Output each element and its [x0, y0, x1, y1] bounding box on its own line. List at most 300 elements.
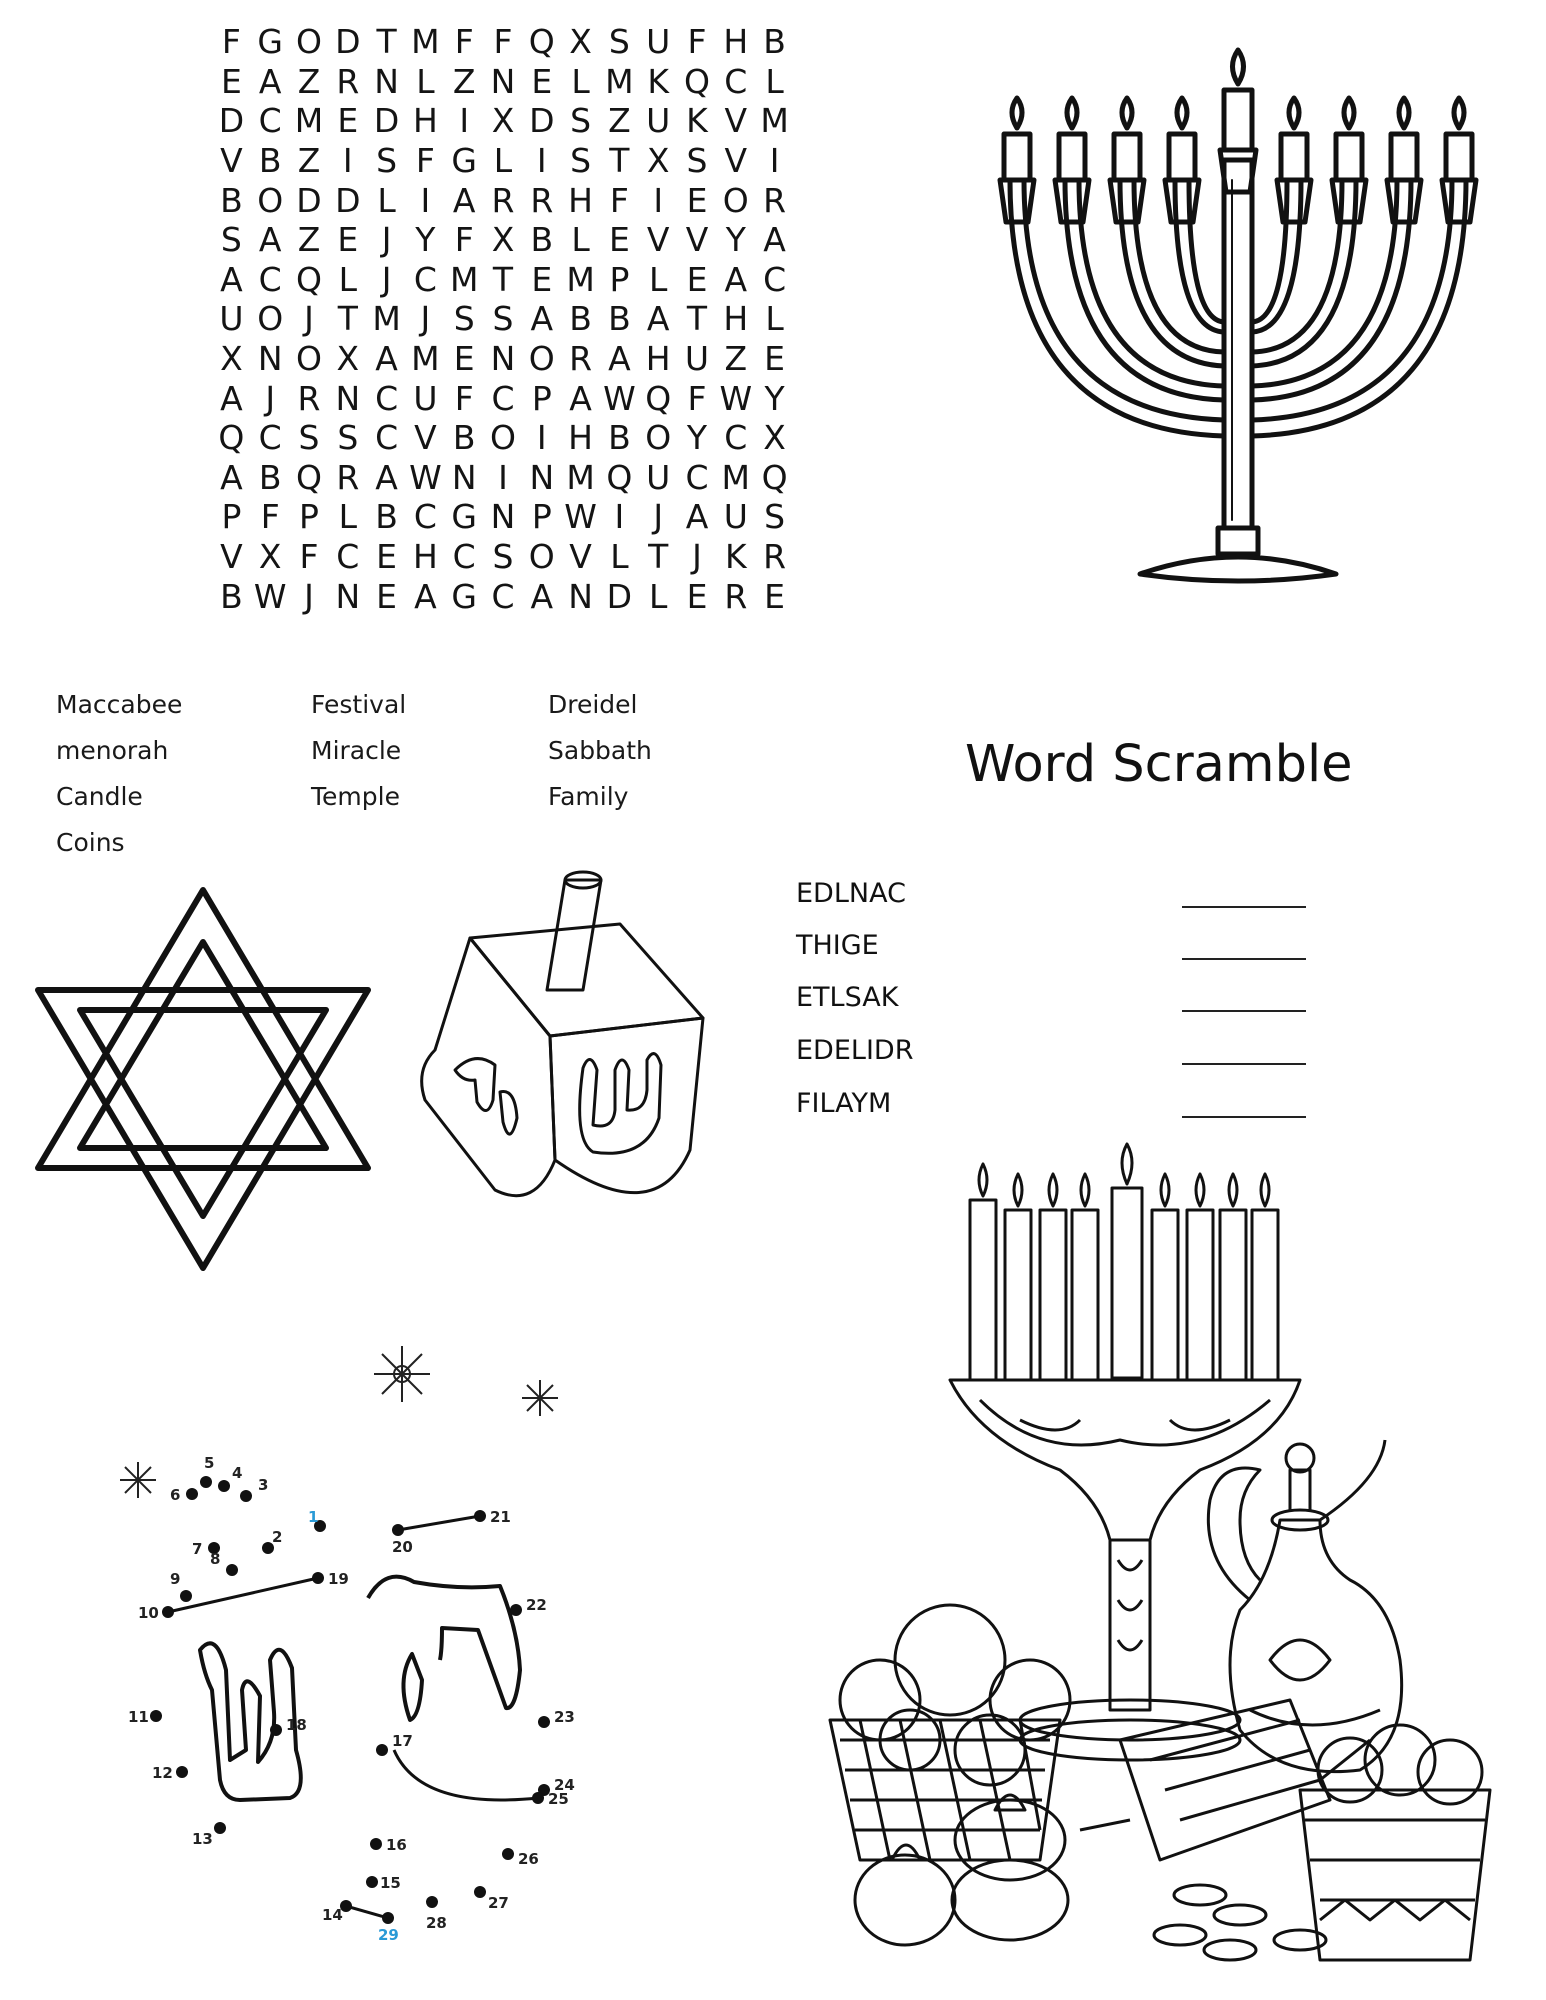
dot-point[interactable] — [474, 1510, 486, 1522]
scramble-word: THIGE — [796, 930, 879, 961]
grid-letter[interactable]: R — [336, 457, 360, 497]
dot-label: 1 — [308, 1508, 319, 1526]
grid-letter[interactable]: E — [453, 339, 475, 379]
grid-letter[interactable]: E — [220, 61, 242, 101]
grid-letter[interactable]: I — [498, 457, 508, 497]
grid-letter[interactable]: N — [529, 457, 555, 497]
grid-letter[interactable]: E — [686, 576, 708, 616]
dot-point[interactable] — [240, 1490, 252, 1502]
grid-letter[interactable]: L — [377, 180, 396, 220]
dot-point[interactable] — [218, 1480, 230, 1492]
grid-letter[interactable]: Z — [724, 339, 748, 379]
grid-letter[interactable]: F — [454, 378, 474, 418]
grid-letter[interactable]: Z — [608, 101, 631, 141]
grid-letter[interactable]: U — [646, 101, 671, 141]
dot-label: 16 — [386, 1836, 407, 1854]
grid-letter[interactable]: P — [531, 497, 552, 537]
grid-letter[interactable]: I — [769, 141, 780, 181]
grid-letter[interactable]: V — [646, 220, 670, 260]
dot-point[interactable] — [180, 1590, 192, 1602]
grid-letter[interactable]: N — [490, 61, 516, 101]
word-list-item: Miracle — [311, 736, 402, 765]
scramble-word: EDLNAC — [796, 878, 906, 909]
answer-line — [1182, 1116, 1306, 1118]
grid-letter[interactable]: N — [490, 339, 516, 379]
grid-letter[interactable]: M — [566, 457, 595, 497]
grid-letter[interactable]: X — [220, 339, 243, 379]
grid-letter[interactable]: K — [647, 61, 670, 101]
grid-letter[interactable]: J — [692, 537, 702, 577]
grid-letter[interactable]: R — [763, 180, 787, 220]
grid-letter[interactable]: C — [336, 537, 360, 577]
grid-letter[interactable]: H — [412, 101, 438, 141]
grid-letter[interactable]: V — [724, 101, 748, 141]
grid-letter[interactable]: E — [764, 576, 786, 616]
menorah-icon — [980, 40, 1500, 600]
grid-letter[interactable]: C — [763, 259, 787, 299]
grid-letter[interactable]: D — [606, 576, 633, 616]
grid-letter[interactable]: V — [220, 537, 243, 577]
dot-point[interactable] — [510, 1604, 522, 1616]
grid-letter[interactable]: P — [609, 259, 630, 299]
grid-letter[interactable]: W — [409, 457, 442, 497]
scramble-word: EDELIDR — [796, 1035, 914, 1066]
dot-point[interactable] — [162, 1606, 174, 1618]
dot-point[interactable] — [382, 1912, 394, 1924]
grid-letter[interactable]: C — [724, 418, 748, 458]
grid-letter[interactable]: E — [531, 61, 553, 101]
grid-letter[interactable]: A — [530, 576, 554, 616]
scramble-word: ETLSAK — [796, 982, 899, 1013]
grid-letter[interactable]: R — [569, 339, 593, 379]
grid-letter[interactable]: G — [451, 497, 477, 537]
grid-letter[interactable]: X — [569, 22, 592, 62]
grid-letter[interactable]: B — [220, 180, 243, 220]
word-list-item: Festival — [311, 690, 407, 719]
dot-label: 26 — [518, 1850, 539, 1868]
word-list-item: Temple — [311, 782, 400, 811]
grid-letter[interactable]: C — [685, 457, 709, 497]
dot-point[interactable] — [312, 1572, 324, 1584]
grid-letter[interactable]: W — [253, 576, 287, 616]
grid-letter[interactable]: L — [338, 259, 357, 299]
grid-letter[interactable]: A — [258, 61, 282, 101]
grid-letter[interactable]: M — [372, 299, 401, 339]
grid-letter[interactable]: Y — [725, 220, 746, 260]
grid-letter[interactable]: N — [335, 378, 361, 418]
grid-letter[interactable]: B — [569, 299, 592, 339]
grid-letter[interactable]: A — [530, 299, 554, 339]
dot-point[interactable] — [538, 1716, 550, 1728]
scramble-row — [796, 982, 1316, 1022]
grid-letter[interactable]: J — [420, 299, 431, 339]
grid-letter[interactable]: W — [719, 378, 753, 418]
answer-line — [1182, 1010, 1306, 1012]
grid-letter[interactable]: U — [646, 457, 671, 497]
grid-letter[interactable]: J — [265, 378, 276, 418]
grid-letter[interactable]: L — [571, 220, 590, 260]
grid-letter[interactable]: E — [376, 537, 398, 577]
grid-letter[interactable]: A — [220, 259, 243, 299]
grid-letter[interactable]: X — [336, 339, 360, 379]
grid-letter[interactable]: Z — [297, 141, 321, 181]
grid-letter[interactable]: O — [257, 180, 284, 220]
scramble-row — [796, 1088, 1316, 1128]
grid-letter[interactable]: B — [530, 220, 554, 260]
dot-label: 29 — [378, 1926, 399, 1944]
dreidel-icon — [415, 860, 715, 1240]
grid-letter[interactable]: C — [491, 378, 515, 418]
grid-letter[interactable]: M — [760, 101, 789, 141]
grid-letter[interactable]: A — [763, 220, 786, 260]
grid-letter[interactable]: S — [298, 418, 320, 458]
grid-letter[interactable]: T — [376, 22, 397, 62]
grid-letter[interactable]: I — [536, 141, 547, 181]
grid-letter[interactable]: V — [724, 141, 748, 181]
word-list-item: Dreidel — [548, 690, 638, 719]
grid-letter[interactable]: D — [335, 180, 361, 220]
grid-letter[interactable]: T — [648, 537, 669, 577]
grid-letter[interactable]: E — [337, 101, 359, 141]
word-list-item: Coins — [56, 828, 125, 857]
grid-letter[interactable]: Y — [415, 220, 436, 260]
grid-letter[interactable]: M — [411, 339, 440, 379]
grid-letter[interactable]: Z — [452, 61, 476, 101]
dot-point[interactable] — [176, 1766, 188, 1778]
grid-letter[interactable]: I — [536, 418, 547, 458]
snowflake-icon — [522, 1380, 558, 1416]
grid-letter[interactable]: L — [416, 61, 435, 101]
menorah-still-life-icon — [800, 1140, 1500, 1980]
grid-letter[interactable]: L — [765, 61, 784, 101]
grid-letter[interactable]: E — [531, 259, 553, 299]
grid-letter[interactable]: Q — [645, 378, 672, 418]
grid-letter[interactable]: H — [645, 339, 671, 379]
grid-letter[interactable]: C — [413, 259, 437, 299]
grid-letter[interactable]: K — [724, 537, 747, 577]
dot-label: 14 — [322, 1906, 343, 1924]
grid-letter[interactable]: H — [568, 180, 593, 220]
grid-letter[interactable]: H — [723, 22, 749, 62]
grid-letter[interactable]: I — [420, 180, 431, 220]
word-scramble-title: Word Scramble — [965, 735, 1353, 794]
grid-letter[interactable]: G — [451, 141, 477, 181]
grid-letter[interactable]: G — [451, 576, 477, 616]
dot-label: 12 — [152, 1764, 173, 1782]
dot-label: 19 — [328, 1570, 349, 1588]
grid-letter[interactable]: L — [649, 259, 668, 299]
grid-letter[interactable]: H — [723, 299, 749, 339]
grid-letter[interactable]: Y — [686, 418, 708, 458]
grid-letter[interactable]: X — [763, 418, 786, 458]
grid-letter[interactable]: Y — [764, 378, 785, 418]
dot-point[interactable] — [186, 1488, 198, 1500]
grid-letter[interactable]: C — [258, 418, 282, 458]
grid-letter[interactable]: M — [449, 259, 479, 299]
grid-letter[interactable]: Q — [684, 61, 710, 101]
dot-label: 8 — [210, 1550, 221, 1568]
grid-letter[interactable]: V — [569, 537, 592, 577]
grid-letter[interactable]: T — [686, 299, 708, 339]
grid-letter[interactable]: B — [608, 299, 631, 339]
answer-line — [1182, 958, 1306, 960]
grid-letter[interactable]: E — [764, 339, 786, 379]
snowflake-icon — [374, 1346, 430, 1402]
scramble-row — [796, 930, 1316, 970]
grid-letter[interactable]: S — [686, 141, 708, 181]
dot-point[interactable] — [376, 1744, 388, 1756]
grid-letter[interactable]: I — [342, 141, 353, 181]
dot-point[interactable] — [150, 1710, 162, 1722]
grid-letter[interactable]: S — [453, 299, 475, 339]
dot-label: 23 — [554, 1708, 575, 1726]
grid-letter[interactable]: V — [685, 220, 709, 260]
grid-letter[interactable]: G — [257, 22, 283, 62]
grid-letter[interactable]: L — [610, 537, 629, 577]
grid-letter[interactable]: N — [374, 61, 399, 101]
dot-point[interactable] — [474, 1886, 486, 1898]
dot-label: 18 — [286, 1716, 307, 1734]
grid-letter[interactable]: U — [684, 339, 710, 379]
grid-letter[interactable]: C — [413, 497, 437, 537]
dot-point[interactable] — [502, 1848, 514, 1860]
grid-letter[interactable]: M — [411, 22, 440, 62]
grid-letter[interactable]: N — [257, 339, 283, 379]
grid-letter[interactable]: L — [493, 141, 513, 181]
grid-letter[interactable]: O — [722, 180, 749, 220]
grid-letter[interactable]: C — [375, 418, 399, 458]
grid-letter[interactable]: U — [219, 299, 244, 339]
grid-letter[interactable]: F — [454, 22, 474, 62]
grid-letter[interactable]: L — [649, 576, 668, 616]
grid-letter[interactable]: A — [452, 180, 476, 220]
grid-letter[interactable]: A — [220, 457, 243, 497]
answer-line — [1182, 906, 1306, 908]
grid-letter[interactable]: E — [376, 576, 398, 616]
dot-label: 17 — [392, 1732, 413, 1750]
grid-letter[interactable]: S — [570, 101, 592, 141]
grid-letter[interactable]: F — [221, 22, 241, 62]
grid-letter[interactable]: O — [490, 418, 516, 458]
grid-letter[interactable]: N — [451, 457, 477, 497]
grid-letter[interactable]: H — [412, 537, 438, 577]
grid-letter[interactable]: B — [258, 141, 282, 181]
dot-label: 28 — [426, 1914, 447, 1932]
grid-letter[interactable]: S — [608, 22, 630, 62]
grid-letter[interactable]: B — [375, 497, 398, 537]
grid-letter[interactable]: A — [724, 259, 748, 299]
grid-letter[interactable]: P — [221, 497, 242, 537]
grid-letter[interactable]: J — [381, 220, 392, 260]
grid-letter[interactable]: M — [294, 101, 324, 141]
star-of-david-icon — [30, 880, 380, 1280]
dot-label: 27 — [488, 1894, 509, 1912]
grid-letter[interactable]: U — [413, 378, 438, 418]
grid-letter[interactable]: A — [375, 339, 398, 379]
dot-point[interactable] — [366, 1876, 378, 1888]
dot-label: 10 — [138, 1604, 159, 1622]
grid-letter[interactable]: T — [337, 299, 358, 339]
grid-letter[interactable]: F — [260, 497, 280, 537]
grid-letter[interactable]: E — [337, 220, 359, 260]
grid-letter[interactable]: T — [492, 259, 514, 299]
dot-label: 13 — [192, 1830, 213, 1848]
grid-letter[interactable]: R — [724, 576, 748, 616]
grid-letter[interactable]: O — [645, 418, 672, 458]
grid-letter[interactable]: C — [491, 576, 515, 616]
dot-point[interactable] — [214, 1822, 226, 1834]
grid-letter[interactable]: U — [723, 497, 748, 537]
grid-letter[interactable]: M — [721, 457, 751, 497]
grid-letter[interactable]: J — [304, 576, 314, 616]
dot-label: 9 — [170, 1570, 181, 1588]
grid-letter[interactable]: B — [608, 418, 631, 458]
grid-letter[interactable]: R — [530, 180, 554, 220]
grid-letter[interactable]: L — [765, 299, 784, 339]
dot-point[interactable] — [532, 1792, 544, 1804]
grid-letter[interactable]: E — [608, 220, 630, 260]
grid-letter[interactable]: M — [566, 259, 595, 299]
grid-letter[interactable]: D — [296, 180, 322, 220]
grid-letter[interactable]: Q — [528, 22, 555, 62]
grid-letter[interactable]: B — [220, 576, 243, 616]
grid-letter[interactable]: I — [459, 101, 470, 141]
grid-letter[interactable]: S — [570, 141, 592, 181]
grid-letter[interactable]: J — [653, 497, 664, 537]
grid-letter[interactable]: C — [375, 378, 399, 418]
grid-letter[interactable]: A — [258, 220, 282, 260]
dot-point[interactable] — [426, 1896, 438, 1908]
word-list-item: Maccabee — [56, 690, 183, 719]
grid-letter[interactable]: I — [653, 180, 664, 220]
grid-letter[interactable]: V — [414, 418, 437, 458]
grid-letter[interactable]: R — [297, 378, 321, 418]
grid-letter[interactable]: W — [603, 378, 636, 418]
grid-letter[interactable]: C — [258, 259, 282, 299]
grid-letter[interactable]: C — [258, 101, 282, 141]
grid-letter[interactable]: L — [571, 61, 590, 101]
dot-point[interactable] — [392, 1524, 404, 1536]
dot-point[interactable] — [200, 1476, 212, 1488]
grid-letter[interactable]: F — [687, 22, 707, 62]
grid-letter[interactable]: D — [373, 101, 400, 141]
grid-letter[interactable]: U — [646, 22, 671, 62]
grid-letter[interactable]: Q — [606, 457, 633, 497]
grid-letter[interactable]: F — [415, 141, 435, 181]
grid-letter[interactable]: Q — [761, 457, 788, 497]
grid-letter[interactable]: S — [764, 497, 786, 537]
grid-letter[interactable]: C — [724, 61, 748, 101]
grid-letter[interactable]: V — [220, 141, 243, 181]
grid-letter[interactable]: R — [491, 180, 515, 220]
grid-letter[interactable]: T — [609, 141, 630, 181]
grid-letter[interactable]: Z — [297, 220, 321, 260]
scramble-word: FILAYM — [796, 1088, 892, 1119]
dot-label: 6 — [170, 1486, 181, 1504]
answer-line — [1182, 1063, 1306, 1065]
snowflake-icon — [120, 1462, 156, 1498]
grid-letter[interactable]: L — [338, 497, 357, 537]
grid-letter[interactable]: D — [218, 101, 245, 141]
grid-letter[interactable]: F — [609, 180, 629, 220]
grid-letter[interactable]: A — [569, 378, 592, 418]
grid-letter[interactable]: O — [296, 22, 322, 62]
grid-letter[interactable]: N — [490, 497, 516, 537]
grid-letter[interactable]: S — [337, 418, 359, 458]
dot-point[interactable] — [226, 1564, 238, 1576]
grid-letter[interactable]: Z — [297, 61, 321, 101]
grid-letter[interactable]: O — [257, 299, 284, 339]
grid-letter[interactable]: A — [414, 576, 437, 616]
grid-letter[interactable]: X — [491, 101, 515, 141]
grid-letter[interactable]: F — [454, 220, 474, 260]
grid-letter[interactable]: O — [296, 339, 322, 379]
word-list-item: Family — [548, 782, 629, 811]
word-list-item: Sabbath — [548, 736, 652, 765]
grid-letter[interactable]: F — [687, 378, 707, 418]
grid-letter[interactable]: A — [375, 457, 398, 497]
grid-letter[interactable]: Q — [218, 418, 245, 458]
grid-letter[interactable]: N — [335, 576, 361, 616]
grid-letter[interactable]: J — [304, 299, 314, 339]
grid-letter[interactable]: S — [492, 537, 514, 577]
grid-letter[interactable]: S — [492, 299, 514, 339]
grid-letter[interactable]: X — [646, 141, 670, 181]
grid-letter[interactable]: D — [529, 101, 555, 141]
word-search-grid — [212, 22, 794, 616]
grid-letter[interactable]: N — [568, 576, 593, 616]
grid-letter[interactable]: R — [336, 61, 360, 101]
grid-letter[interactable]: Q — [296, 457, 322, 497]
grid-letter[interactable]: P — [531, 378, 552, 418]
grid-letter[interactable]: P — [299, 497, 319, 537]
dot-label: 24 — [554, 1776, 575, 1794]
grid-letter[interactable]: W — [564, 497, 597, 537]
grid-letter[interactable]: A — [608, 339, 631, 379]
grid-letter[interactable]: R — [763, 537, 787, 577]
word-list-item: Candle — [56, 782, 143, 811]
dot-point[interactable] — [370, 1838, 382, 1850]
grid-letter[interactable]: F — [299, 537, 319, 577]
grid-letter[interactable]: E — [686, 259, 708, 299]
grid-letter[interactable]: B — [452, 418, 476, 458]
grid-letter[interactable]: O — [528, 537, 555, 577]
grid-letter[interactable]: H — [568, 418, 593, 458]
grid-letter[interactable]: X — [258, 537, 282, 577]
grid-letter[interactable]: K — [686, 101, 708, 141]
scramble-row — [796, 1035, 1316, 1075]
grid-letter[interactable]: J — [381, 259, 392, 299]
grid-letter[interactable]: F — [493, 22, 513, 62]
grid-letter[interactable]: C — [452, 537, 476, 577]
grid-letter[interactable]: O — [528, 339, 555, 379]
grid-letter[interactable]: D — [335, 22, 361, 62]
grid-letter[interactable]: B — [763, 22, 786, 62]
grid-letter[interactable]: A — [646, 299, 670, 339]
grid-letter[interactable]: X — [491, 220, 515, 260]
grid-letter[interactable]: I — [614, 497, 625, 537]
dot-label: 15 — [380, 1874, 401, 1892]
grid-letter[interactable]: Q — [296, 259, 322, 299]
grid-letter[interactable]: E — [686, 180, 708, 220]
grid-letter[interactable]: A — [220, 378, 243, 418]
grid-letter[interactable]: A — [685, 497, 709, 537]
dot-point[interactable] — [270, 1724, 282, 1736]
grid-letter[interactable]: M — [605, 61, 634, 101]
grid-letter[interactable]: B — [258, 457, 282, 497]
grid-letter[interactable]: S — [376, 141, 398, 181]
grid-letter[interactable]: S — [220, 220, 242, 260]
